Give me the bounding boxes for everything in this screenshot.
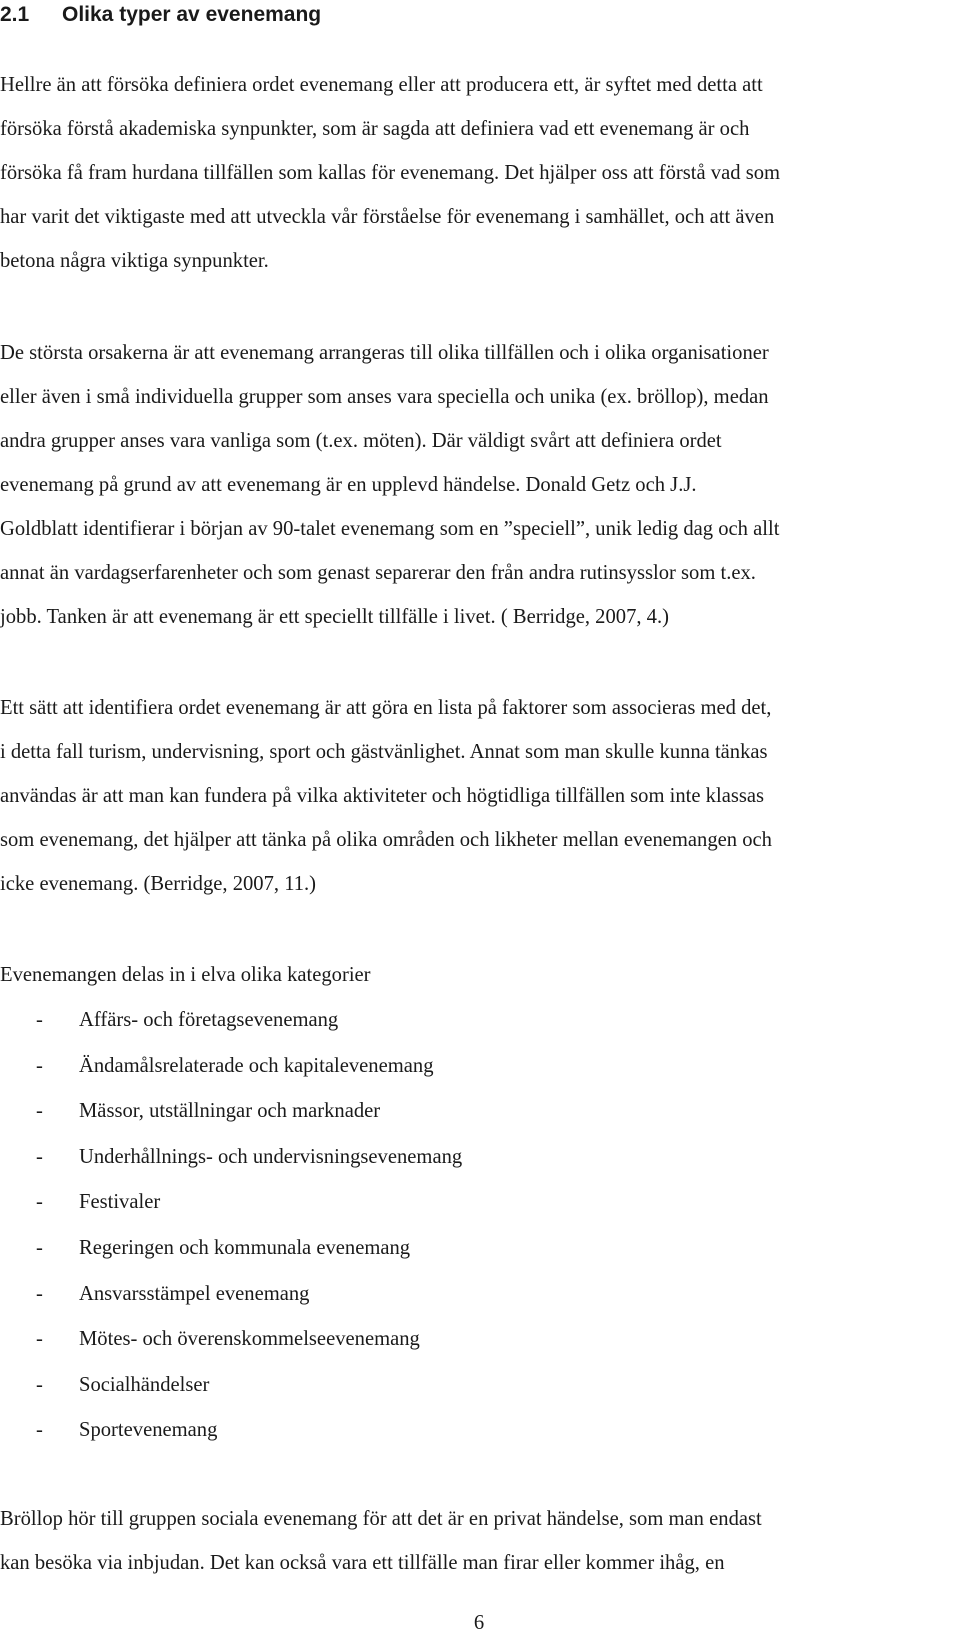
bullet-dash: - [36,1373,43,1396]
bullet-dash: - [36,1328,43,1351]
paragraph-line: Ett sätt att identifiera ordet evenemang är att göra en lista på faktorer som associeras med det, [0,697,772,719]
list-item-label: Ansvarsstämpel evenemang [79,1282,310,1305]
list-item-label: Underhållnings- och undervisningsevenemang [79,1145,463,1168]
bullet-dash: - [36,1100,43,1123]
paragraph-line: Goldblatt identifierar i början av 90-talet evenemang som en ”speciell”, unik ledig dag och allt [0,518,780,540]
paragraph-line: jobb. Tanken är att evenemang är ett speciellt tillfälle i livet. ( Berridge, 2007, 4.) [0,606,669,628]
paragraph-line: betona några viktiga synpunkter. [0,250,269,272]
bullet-dash: - [36,1236,43,1259]
bullet-dash: - [36,1191,43,1214]
paragraph-4 [0,1497,958,1585]
list-item-label: Sportevenemang [79,1419,218,1442]
bullet-dash: - [36,1145,43,1168]
paragraph-line: användas är att man kan fundera på vilka aktiviteter och högtidliga tillfällen som inte klassas [0,785,765,807]
paragraph-1 [0,63,958,283]
paragraph-line: icke evenemang. (Berridge, 2007, 11.) [0,873,317,895]
bullet-dash: - [36,1054,43,1077]
bullet-dash: - [36,1282,43,1305]
paragraph-line: försöka få fram hurdana tillfällen som kallas för evenemang. Det hjälper oss att förstå vad som [0,162,781,184]
paragraph-line: Hellre än att försöka definiera ordet evenemang eller att producera ett, är syftet med detta att [0,74,763,96]
paragraph-line: evenemang på grund av att evenemang är en upplevd händelse. Donald Getz och J.J. [0,474,697,496]
paragraph-line: som evenemang, det hjälper att tänka på olika områden och likheter mellan evenemangen och [0,829,772,851]
paragraph-line: De största orsakerna är att evenemang arrangeras till olika tillfällen och i olika organisationer [0,342,769,364]
paragraph-3 [0,686,958,906]
section-title: Olika typer av evenemang [62,3,322,26]
paragraph-line: kan besöka via inbjudan. Det kan också vara ett tillfälle man firar eller kommer ihåg, en [0,1552,725,1574]
paragraph-2 [0,331,958,639]
bullet-dash: - [36,1419,43,1442]
section-heading [0,0,321,30]
paragraph-line: andra grupper anses vara vanliga som (t.ex. möten). Där väldigt svårt att definiera ordet [0,430,722,452]
paragraph-line: har varit det viktigaste med att utveckla vår förståelse för evenemang i samhället, och att även [0,206,775,228]
list-item-label: Ändamålsrelaterade och kapitalevenemang [79,1054,434,1077]
list-item-label: Socialhändelser [79,1373,210,1396]
paragraph-line: försöka förstå akademiska synpunkter, som är sagda att definiera vad ett evenemang är och [0,118,750,140]
paragraph-line: annat än vardagserfarenheter och som genast separerar den från andra rutinsysslor som t.ex. [0,562,756,584]
list-item-label: Mässor, utställningar och marknader [79,1100,381,1123]
paragraph-line: Bröllop hör till gruppen sociala evenemang för att det är en privat händelse, som man endast [0,1508,762,1530]
list-item-label: Affärs- och företagsevenemang [79,1009,339,1031]
paragraph-line: eller även i små individuella grupper som anses vara speciella och unika (ex. bröllop), medan [0,386,769,408]
page-number: 6 [473,1612,485,1634]
paragraph-line: i detta fall turism, undervisning, sport och gästvänlighet. Annat som man skulle kunna tänkas [0,741,768,763]
list-item-label: Mötes- och överenskommelseevenemang [79,1328,420,1351]
bullet-dash: - [36,1009,43,1031]
category-intro: Evenemangen delas in i elva olika kategorier [0,964,371,986]
list-item-label: Regeringen och kommunala evenemang [79,1236,411,1259]
section-number: 2.1 [0,3,30,26]
list-item-label: Festivaler [79,1191,161,1214]
